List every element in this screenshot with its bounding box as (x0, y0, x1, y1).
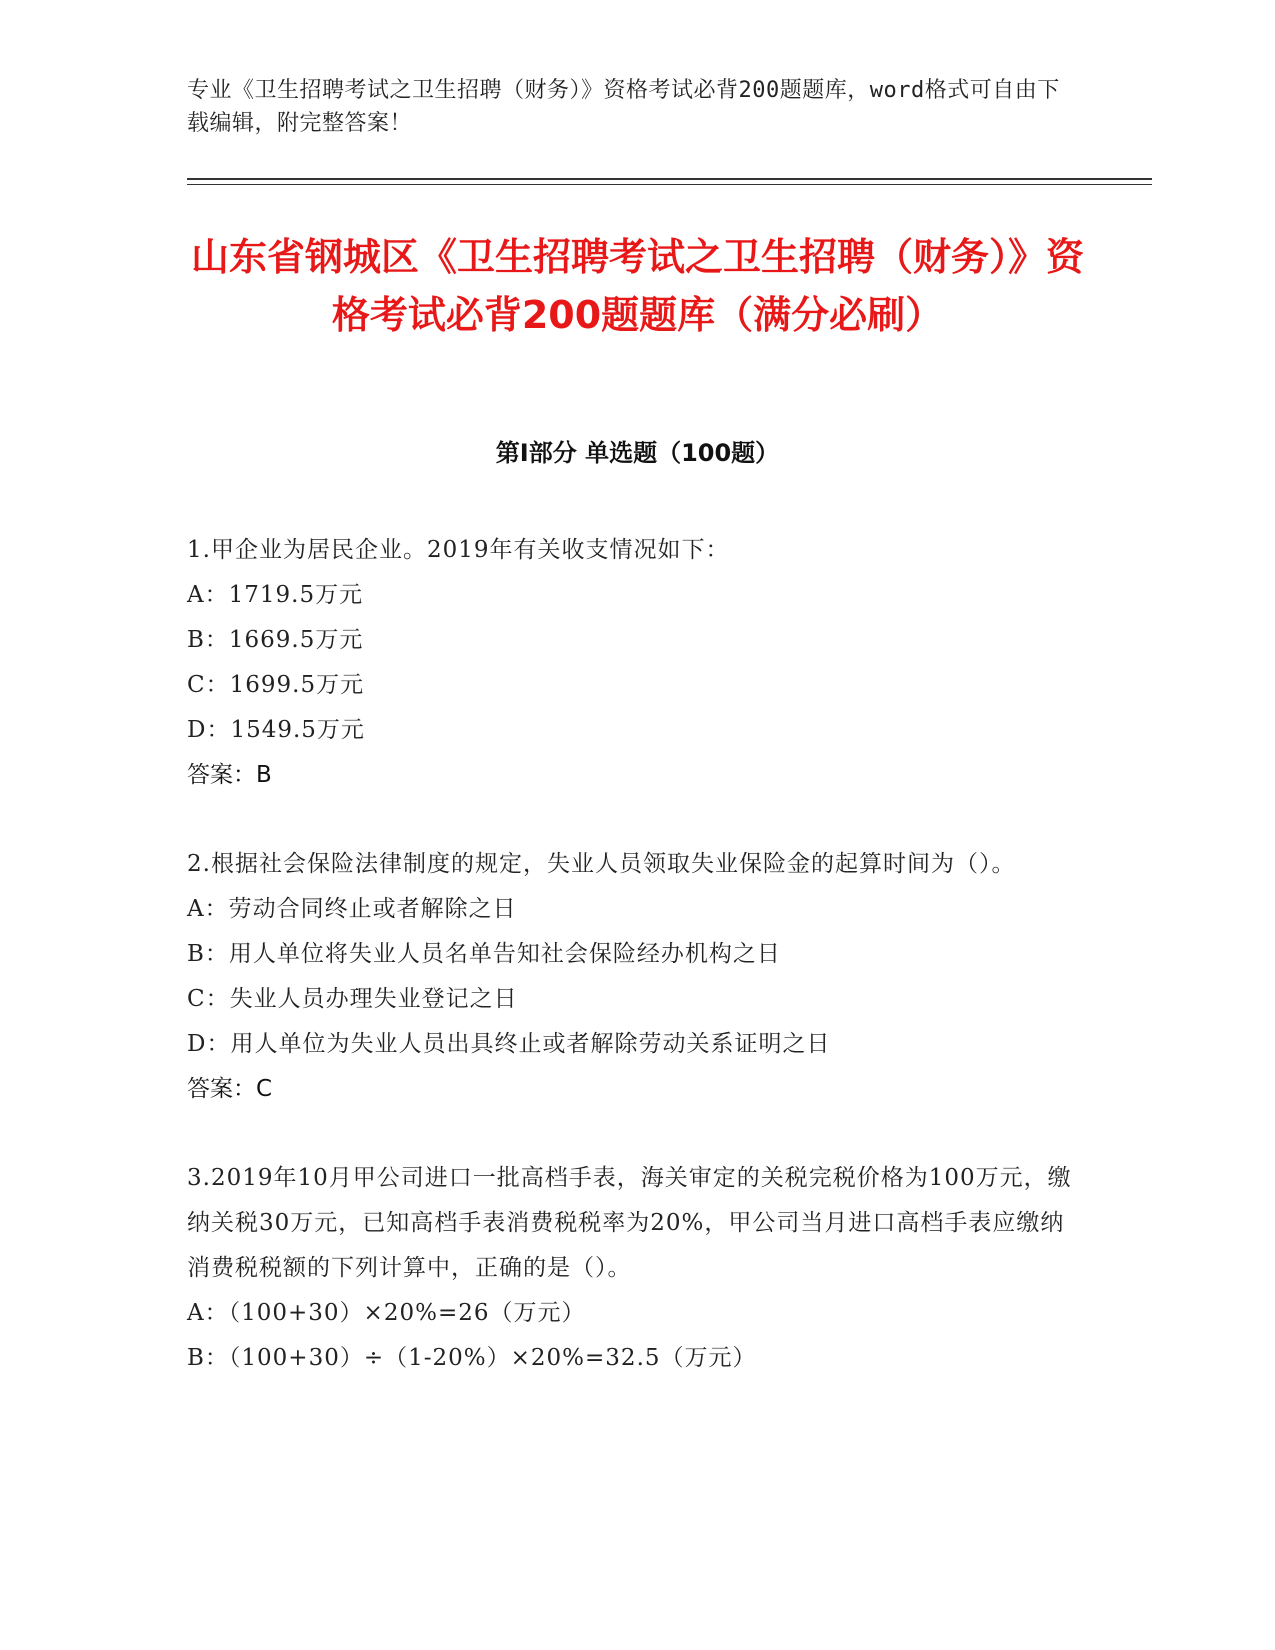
option-a: A：（100+30）×20%=26（万元） (187, 1300, 586, 1326)
question-stem: 3.2019年10月甲公司进口一批高档手表，海关审定的关税完税价格为100万元，缴纳关税30万元，已知高档手表消费税税率为20%，甲公司当月进口高档手表应缴纳消费税税额的下列计算中，正确的是（）。 (187, 1165, 1072, 1281)
question-list (187, 528, 1077, 1425)
option-d: D：用人单位为失业人员出具终止或者解除劳动关系证明之日 (187, 1031, 831, 1057)
option-b: B：（100+30）÷（1-20%）×20%=32.5（万元） (187, 1345, 757, 1371)
section-heading: 第I部分 单选题（100题） (495, 439, 780, 467)
header-divider-thin (187, 184, 1152, 185)
option-c: C：失业人员办理失业登记之日 (187, 986, 518, 1012)
header-divider-thick (187, 178, 1152, 180)
question-1 (187, 528, 1077, 798)
option-b: B：用人单位将失业人员名单告知社会保险经办机构之日 (187, 941, 781, 967)
question-stem: 2.根据社会保险法律制度的规定，失业人员领取失业保险金的起算时间为（）。 (187, 851, 1016, 877)
document-title: 山东省钢城区《卫生招聘考试之卫生招聘（财务）》资格考试必背200题题库（满分必刷） (190, 235, 1084, 337)
answer: 答案：B (187, 762, 272, 788)
question-2 (187, 842, 1077, 1112)
option-a: A：1719.5万元 (187, 582, 364, 608)
option-a: A：劳动合同终止或者解除之日 (187, 896, 517, 922)
option-b: B：1669.5万元 (187, 627, 364, 653)
answer: 答案：C (187, 1076, 273, 1102)
option-d: D：1549.5万元 (187, 717, 365, 743)
question-3 (187, 1156, 1077, 1381)
question-stem: 1.甲企业为居民企业。2019年有关收支情况如下： (187, 537, 730, 563)
option-c: C：1699.5万元 (187, 672, 365, 698)
header-note: 专业《卫生招聘考试之卫生招聘（财务）》资格考试必背200题题库，word格式可自由下载编辑，附完整答案！ (187, 78, 1060, 136)
